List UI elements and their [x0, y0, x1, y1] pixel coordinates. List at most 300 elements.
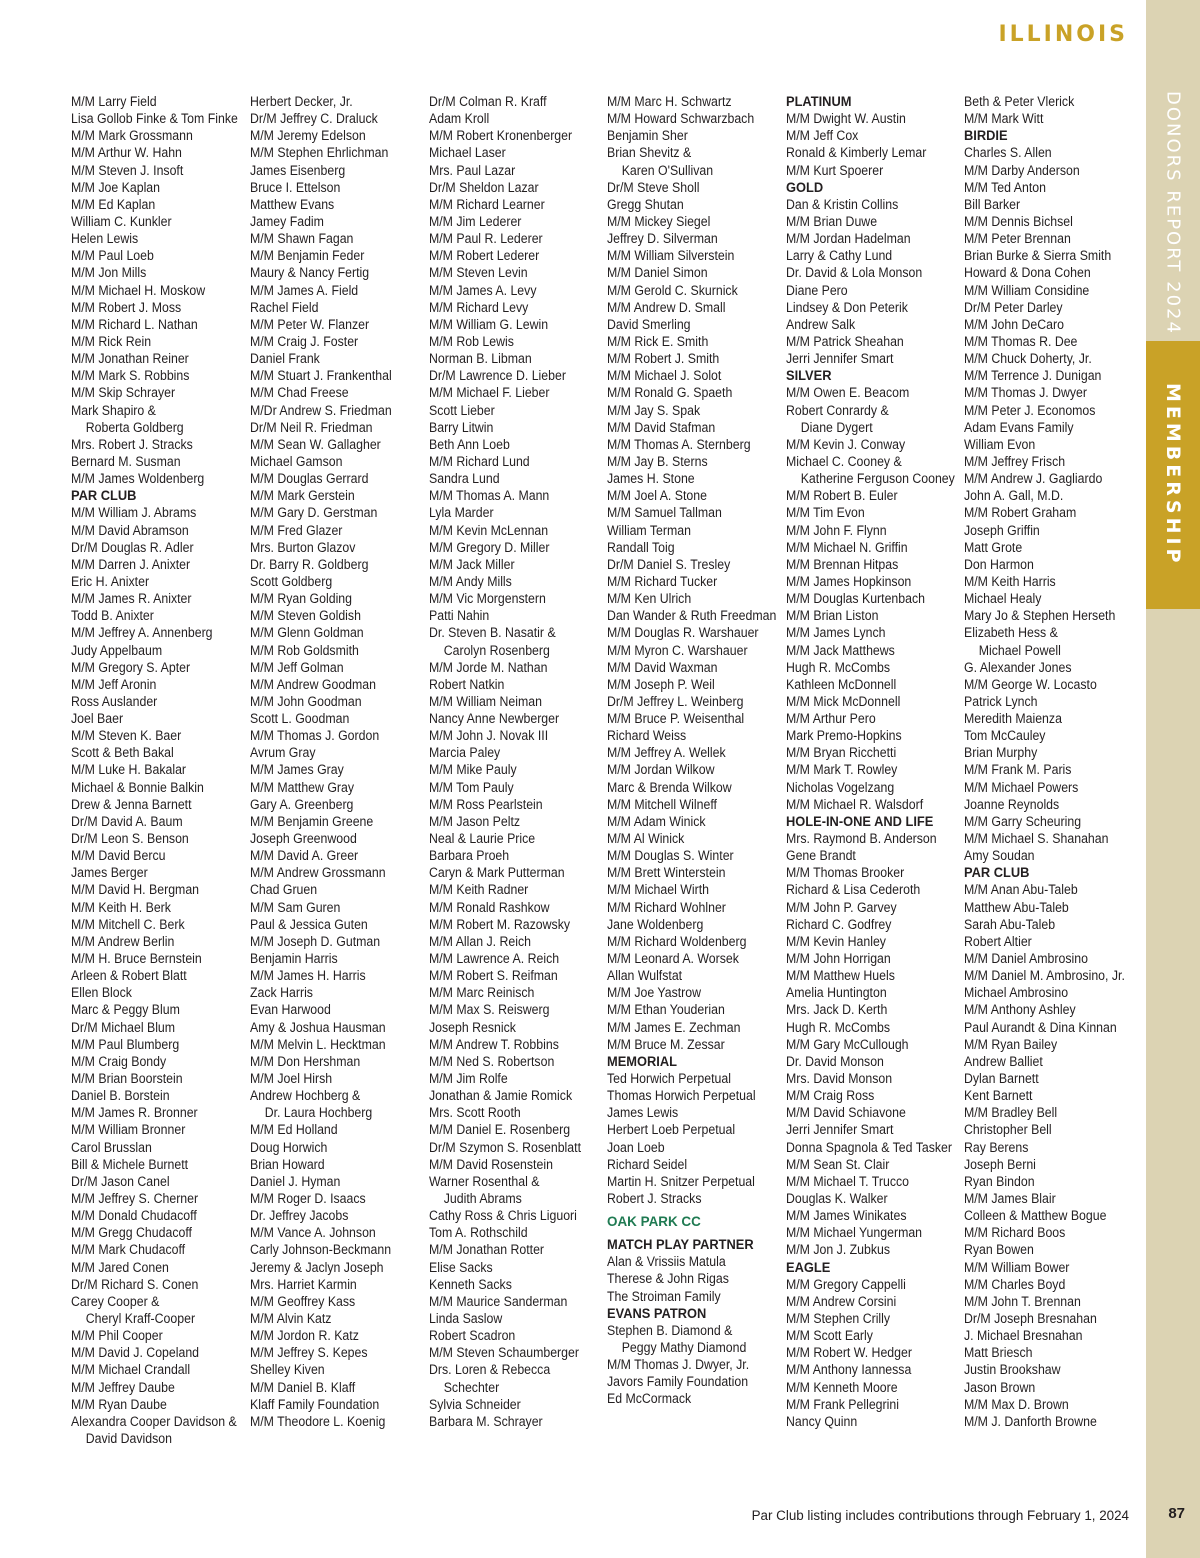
side-report-label	[1146, 90, 1200, 335]
donor-name: M/M Paul Blumberg	[71, 1036, 180, 1052]
donor-name: M/M John Horrigan	[786, 951, 891, 967]
donor-name: M/M Kevin McLennan	[429, 522, 549, 538]
donor-name: Barbara Proeh	[429, 848, 510, 864]
donor-name: Beth & Peter Vlerick	[964, 94, 1075, 109]
donor-name: M/M Tim Evon	[786, 505, 865, 521]
donor-name: Mrs. Jack D. Kerth	[786, 1002, 888, 1018]
donor-name: M/M Ethan Youderian	[607, 1002, 725, 1018]
donor-name: M/M Ken Ulrich	[607, 591, 692, 607]
donor-name: Elizabeth Hess &	[964, 625, 1058, 641]
donor-name: Joan Loeb	[607, 1139, 665, 1155]
donor-name: M/M Douglas R. Warshauer	[607, 625, 759, 641]
donor-name: M/M Daniel B. Klaff	[250, 1379, 356, 1395]
donor-name: M/M David Schiavone	[786, 1105, 906, 1121]
donor-name: M/M Mark Gerstein	[250, 488, 355, 504]
donor-name: Adam Evans Family	[964, 419, 1074, 435]
donor-name: Colleen & Matthew Bogue	[964, 1208, 1107, 1224]
donor-name: Dr. David Monson	[786, 1053, 884, 1069]
donor-name: M/M Phil Cooper	[71, 1328, 163, 1344]
donor-name: Chad Gruen	[250, 882, 318, 898]
donor-name: M/M Ryan Bailey	[964, 1036, 1058, 1052]
donor-name: Arleen & Robert Blatt	[71, 968, 187, 984]
donor-name: Javors Family Foundation	[607, 1374, 749, 1390]
donor-name: Jane Woldenberg	[607, 916, 704, 932]
donor-name: M/M James Gray	[250, 762, 344, 778]
donor-name: M/M John DeCaro	[964, 316, 1064, 332]
donor-name: M/M James Hopkinson	[786, 573, 912, 589]
donor-name: Dr/M Neil R. Friedman	[250, 419, 373, 435]
donor-name: Robert Natkin	[429, 676, 505, 692]
donor-name: M/M Mark T. Rowley	[786, 762, 898, 778]
donor-name: M/M Michael Powers	[964, 779, 1079, 795]
donor-name: Bill Barker	[964, 196, 1021, 212]
donor-name: M/M Tom Pauly	[429, 779, 514, 795]
donor-name: Hugh R. McCombs	[786, 659, 891, 675]
donor-name: M/M Ronald G. Spaeth	[607, 385, 733, 401]
donor-name: M/M Gary McCullough	[786, 1036, 909, 1052]
donor-name: Adam Kroll	[429, 111, 490, 127]
donor-name: M/M Gregory D. Miller	[429, 539, 550, 555]
donor-column-4	[607, 93, 787, 1408]
donor-name: M/M Dwight W. Austin	[786, 111, 906, 127]
donor-name: M/M Howard Schwarzbach	[607, 111, 755, 127]
donor-name: M/M Daniel Simon	[607, 265, 708, 281]
donor-name: M/M Thomas J. Dwyer, Jr.	[607, 1357, 750, 1373]
donor-name: M/M Max D. Brown	[964, 1396, 1069, 1412]
donor-name: M/M Frank Pellegrini	[786, 1396, 899, 1412]
donor-name: Ray Berens	[964, 1139, 1029, 1155]
donor-name: James Berger	[71, 865, 148, 881]
donor-name: M/M Anthony Iannessa	[786, 1362, 912, 1378]
donor-name: M/M Andrew Grossmann	[250, 865, 386, 881]
state-title: ILLINOIS	[998, 22, 1128, 47]
donor-name: M/M David Waxman	[607, 659, 718, 675]
donor-name: M/M Brett Winterstein	[607, 865, 726, 881]
donor-name: Matt Grote	[964, 539, 1023, 555]
donor-name: Kathleen McDonnell	[786, 676, 897, 692]
donor-name: Andrew Hochberg &	[250, 1088, 361, 1104]
donor-name: Dr/M Sheldon Lazar	[429, 179, 539, 195]
donor-name: M/M Bryan Ricchetti	[786, 745, 897, 761]
donor-name: M/M Vic Morgenstern	[429, 591, 546, 607]
category-heading: PAR CLUB	[964, 865, 1030, 881]
donor-name: M/M Kevin Hanley	[786, 933, 886, 949]
donor-name: M/M Michael Yungerman	[786, 1225, 923, 1241]
donor-name: M/M Arthur W. Hahn	[71, 145, 182, 161]
donor-name: M/M Mickey Siegel	[607, 213, 711, 229]
donor-name: M/M Michael Crandall	[71, 1362, 191, 1378]
donor-name: Jerri Jennifer Smart	[786, 1122, 894, 1138]
donor-name: Andrew Salk	[786, 316, 856, 332]
donor-name: Jonathan & Jamie Romick	[429, 1088, 573, 1104]
donor-name: M/M John P. Garvey	[786, 899, 897, 915]
donor-name: Paul & Jessica Guten	[250, 916, 368, 932]
donor-name: M/M Theodore L. Koenig	[250, 1413, 386, 1429]
donor-name: M/M Jorde M. Nathan	[429, 659, 548, 675]
donor-name: M/M Andrew J. Gagliardo	[964, 471, 1103, 487]
donor-name: M/M Melvin L. Hecktman	[250, 1036, 386, 1052]
donor-name: M/M Luke H. Bakalar	[71, 762, 187, 778]
donor-name: M/M Robert W. Hedger	[786, 1345, 912, 1361]
donor-name: Dr. Steven B. Nasatir &	[429, 625, 556, 641]
donor-name: Bill & Michele Burnett	[71, 1156, 189, 1172]
donor-name: William C. Kunkler	[71, 213, 172, 229]
donor-name: M/M Thomas A. Mann	[429, 488, 550, 504]
donor-name: M/M William Silverstein	[607, 248, 735, 264]
donor-name: M/M Joel Hirsh	[250, 1071, 333, 1087]
donor-name: John A. Gall, M.D.	[964, 488, 1064, 504]
donor-name: M/M Jim Rolfe	[429, 1071, 508, 1087]
donor-name: M/M James R. Anixter	[71, 591, 192, 607]
donor-name: Dr/M Colman R. Kraff	[429, 94, 547, 109]
donor-name: M/M Jon Mills	[71, 265, 147, 281]
donor-name: Charles S. Allen	[964, 145, 1052, 161]
donor-name: M/M Thomas A. Sternberg	[607, 436, 751, 452]
donor-name: Michael Laser	[429, 145, 506, 161]
donor-name: M/M Glenn Goldman	[250, 625, 364, 641]
donor-name: Alan & Vrissiis Matula	[607, 1254, 726, 1270]
donor-name: Mrs. Paul Lazar	[429, 162, 516, 178]
donor-name: M/M Gregg Chudacoff	[71, 1225, 192, 1241]
donor-name: Mrs. Burton Glazov	[250, 539, 356, 555]
donor-name: M/M Jack Miller	[429, 556, 515, 572]
donor-name: M/M James E. Zechman	[607, 1019, 741, 1035]
donor-name: M/M Gary D. Gerstman	[250, 505, 378, 521]
donor-name: Dr/M Jason Canel	[71, 1173, 170, 1189]
donor-name: M/M William J. Abrams	[71, 505, 197, 521]
donor-name: M/M Mark Witt	[964, 111, 1044, 127]
donor-name: M/M Douglas Gerrard	[250, 471, 369, 487]
donor-name: Ed McCormack	[607, 1391, 692, 1407]
donor-name: Ted Horwich Perpetual	[607, 1071, 731, 1087]
donor-name: Justin Brookshaw	[964, 1362, 1061, 1378]
donor-name: M/M Andrew Berlin	[71, 933, 175, 949]
donor-name: M/M Sean St. Clair	[786, 1156, 890, 1172]
donor-name: Martin H. Snitzer Perpetual	[607, 1173, 755, 1189]
donor-name: Maury & Nancy Fertig	[250, 265, 370, 281]
donor-name: Richard C. Godfrey	[786, 916, 892, 932]
donor-column-2	[250, 93, 430, 1430]
donor-name: M/M Ross Pearlstein	[429, 796, 543, 812]
donor-name: Richard & Lisa Cederoth	[786, 882, 921, 898]
donor-name: M/M Andrew Corsini	[786, 1293, 897, 1309]
donor-name: Drew & Jenna Barnett	[71, 796, 192, 812]
donor-name: Amy & Joshua Hausman	[250, 1019, 386, 1035]
donor-name: Michael & Bonnie Balkin	[71, 779, 204, 795]
donor-name: M/M Thomas J. Gordon	[250, 728, 380, 744]
donor-name: Diane Pero	[786, 282, 848, 298]
donor-name-continued: Roberta Goldberg	[85, 419, 184, 435]
donor-name: Marc & Brenda Wilkow	[607, 779, 732, 795]
donor-name: M/M Daniel M. Ambrosino, Jr.	[964, 968, 1125, 984]
donor-name: M/M Richard Learner	[429, 196, 545, 212]
donor-name: Helen Lewis	[71, 231, 139, 247]
donor-name: Judy Appelbaum	[71, 642, 163, 658]
donor-name: Zack Harris	[250, 985, 313, 1001]
donor-name: M/M Gerold C. Skurnick	[607, 282, 738, 298]
donor-name: M/M Jonathan Rotter	[429, 1242, 545, 1258]
donor-name: M/M Steven K. Baer	[71, 728, 182, 744]
donor-name: M/M Richard Levy	[429, 299, 529, 315]
donor-name: M/M Ryan Daube	[71, 1396, 167, 1412]
donor-name-continued: Judith Abrams	[443, 1191, 522, 1206]
donor-name: M/M Scott Early	[786, 1328, 873, 1344]
donor-name: Evan Harwood	[250, 1002, 331, 1018]
footer-note: Par Club listing includes contributions through February 1, 2024	[751, 1508, 1129, 1523]
donor-name: M/M Sam Guren	[250, 899, 341, 915]
donor-name: M/M Mick McDonnell	[786, 693, 901, 709]
donor-name: Douglas K. Walker	[786, 1191, 888, 1206]
donor-name: Cathy Ross & Chris Liguori	[429, 1208, 577, 1224]
donor-name: M/M Thomas Brooker	[786, 865, 905, 881]
donor-name: Sarah Abu-Taleb	[964, 916, 1056, 932]
donor-name: M/M Ned S. Robertson	[429, 1053, 555, 1069]
donor-name: M/M Kevin J. Conway	[786, 436, 906, 452]
donor-name: M/M Chad Freese	[250, 385, 349, 401]
donor-name: M/M Keith H. Berk	[71, 899, 171, 915]
donor-name: Randall Toig	[607, 539, 675, 555]
donor-name: Bruce I. Ettelson	[250, 179, 341, 195]
donor-name: Lyla Marder	[429, 505, 494, 521]
donor-name: M/M Max S. Reiswerg	[429, 1002, 550, 1018]
donor-name: Lindsey & Don Peterik	[786, 299, 908, 315]
donor-name: M/M David A. Greer	[250, 848, 359, 864]
donor-name: M/M Brennan Hitpas	[786, 556, 899, 572]
donor-name: Dr/M Richard S. Conen	[71, 1276, 199, 1292]
donor-name: M/M Andrew T. Robbins	[429, 1036, 559, 1052]
donor-name: M/M Andrew D. Small	[607, 299, 726, 315]
donor-name: Joanne Reynolds	[964, 796, 1060, 812]
category-heading: MEMORIAL	[607, 1053, 677, 1069]
donor-name: M/M Alvin Katz	[250, 1310, 332, 1326]
category-heading: PLATINUM	[786, 94, 852, 109]
donor-name: M/M Richard Lund	[429, 453, 530, 469]
donor-name: M/M Andy Mills	[429, 573, 512, 589]
donor-name: M/M Jeremy Edelson	[250, 128, 366, 144]
donor-name: M/M Geoffrey Kass	[250, 1293, 356, 1309]
donor-name-continued: Dr. Laura Hochberg	[264, 1105, 373, 1121]
donor-name: M/M Michael J. Solot	[607, 368, 722, 384]
donor-name: Mrs. Harriet Karmin	[250, 1276, 357, 1292]
donor-name: Michael C. Cooney &	[786, 453, 902, 469]
donor-name: Kenneth Sacks	[429, 1276, 512, 1292]
donor-name: M/M Jeffrey A. Annenberg	[71, 625, 213, 641]
donor-name: M/M Daniel E. Rosenberg	[429, 1122, 571, 1138]
donor-name: M/M Mitchell Wilneff	[607, 796, 717, 812]
donor-name: M/M William Bower	[964, 1259, 1070, 1275]
report-title: DONORS REPORT 2024	[1162, 90, 1184, 335]
donor-name: M/M Steven Levin	[429, 265, 528, 281]
donor-name: M/M Marc H. Schwartz	[607, 94, 732, 109]
donor-name: M/M John J. Novak III	[429, 728, 549, 744]
donor-name: M/M Peter J. Economos	[964, 402, 1096, 418]
donor-name: Jamey Fadim	[250, 213, 324, 229]
donor-name: David Smerling	[607, 316, 691, 332]
donor-name: M/M James Blair	[964, 1191, 1056, 1206]
donor-name: Joseph Griffin	[964, 522, 1040, 538]
donor-name: M/M James H. Harris	[250, 968, 366, 984]
donor-name: M/M Steven Goldish	[250, 608, 361, 624]
donor-name: Warner Rosenthal &	[429, 1173, 540, 1189]
donor-name: M/M John F. Flynn	[786, 522, 887, 538]
donor-name: Don Harmon	[964, 556, 1034, 572]
donor-name: Drs. Loren & Rebecca	[429, 1362, 551, 1378]
donor-name: M/M Jon J. Zubkus	[786, 1242, 891, 1258]
donor-name: M/M Andrew Goodman	[250, 676, 376, 692]
donor-name: M/M Bradley Bell	[964, 1105, 1058, 1121]
donor-name: M/M Don Hershman	[250, 1053, 361, 1069]
donor-name: Brian Shevitz &	[607, 145, 692, 161]
donor-name: M/M Anan Abu-Taleb	[964, 882, 1078, 898]
donor-name: M/M Jack Matthews	[786, 642, 895, 658]
donor-name: M/M Fred Glazer	[250, 522, 343, 538]
donor-name: Larry & Cathy Lund	[786, 248, 893, 264]
donor-name: M/M Darby Anderson	[964, 162, 1080, 178]
donor-name: M/M John T. Brennan	[964, 1293, 1081, 1309]
donor-name: M/M Peter Brennan	[964, 231, 1071, 247]
donor-name-continued: Carolyn Rosenberg	[443, 642, 550, 658]
club-heading: OAK PARK CC	[607, 1213, 701, 1230]
donor-name: Robert Conrardy &	[786, 402, 889, 418]
donor-name: Paul Aurandt & Dina Kinnan	[964, 1019, 1117, 1035]
donor-name: Herbert Loeb Perpetual	[607, 1122, 736, 1138]
donor-name: M/M Benjamin Feder	[250, 248, 365, 264]
donor-name: M/M Thomas R. Dee	[964, 333, 1078, 349]
donor-name: M/M James A. Levy	[429, 282, 537, 298]
donor-name: M/M Larry Field	[71, 94, 157, 109]
donor-name: M/M Jeffrey S. Kepes	[250, 1345, 368, 1361]
donor-name: M/M David Abramson	[71, 522, 189, 538]
donor-name: Tom McCauley	[964, 728, 1046, 744]
donor-name: M/M William Considine	[964, 282, 1090, 298]
donor-name: Gene Brandt	[786, 848, 856, 864]
donor-name: M/M Roger D. Isaacs	[250, 1191, 366, 1206]
donor-name: M/M Rick Rein	[71, 333, 152, 349]
donor-name: Benjamin Sher	[607, 128, 688, 144]
donor-name: Todd B. Anixter	[71, 608, 154, 624]
donor-name: M/M Skip Schrayer	[71, 385, 176, 401]
donor-name: M/M Craig Bondy	[71, 1053, 167, 1069]
donor-name: Dr/M Peter Darley	[964, 299, 1063, 315]
donor-name: M/M Allan J. Reich	[429, 933, 532, 949]
donor-name: Joel Baer	[71, 711, 124, 727]
donor-name: M/M Kenneth Moore	[786, 1379, 898, 1395]
donor-name: M/M H. Bruce Bernstein	[71, 951, 202, 967]
donor-name: M/M Paul Loeb	[71, 248, 154, 264]
category-heading: SILVER	[786, 368, 832, 384]
category-heading: HOLE-IN-ONE AND LIFE	[786, 813, 934, 829]
donor-name: Brian Howard	[250, 1156, 325, 1172]
donor-name: M/M Samuel Tallman	[607, 505, 722, 521]
donor-name: Dr/M Daniel S. Tresley	[607, 556, 731, 572]
donor-name: M/M Paul R. Lederer	[429, 231, 543, 247]
donor-name: Scott & Beth Bakal	[71, 745, 174, 761]
donor-name: Patrick Lynch	[964, 693, 1038, 709]
donor-name: Carey Cooper &	[71, 1293, 160, 1309]
donor-name: M/M Robert J. Smith	[607, 351, 720, 367]
donor-name: Caryn & Mark Putterman	[429, 865, 565, 881]
donor-name: M/M Jason Peltz	[429, 813, 521, 829]
donor-name: G. Alexander Jones	[964, 659, 1072, 675]
donor-name: Howard & Dona Cohen	[964, 265, 1091, 281]
donor-name: M/M Matthew Gray	[250, 779, 355, 795]
donor-name: M/M Jay B. Sterns	[607, 453, 708, 469]
donor-name: M/M Mike Pauly	[429, 762, 517, 778]
donor-name: Michael Healy	[964, 591, 1042, 607]
donor-name: M/M Rob Goldsmith	[250, 642, 359, 658]
donor-name: Nancy Quinn	[786, 1413, 858, 1429]
donor-name: M/M David J. Copeland	[71, 1345, 200, 1361]
donor-name: M/M Chuck Doherty, Jr.	[964, 351, 1092, 367]
donor-name: Dr. Barry R. Goldberg	[250, 556, 369, 572]
donor-name: Allan Wulfstat	[607, 968, 683, 984]
donor-name: Amelia Huntington	[786, 985, 887, 1001]
category-heading: EVANS PATRON	[607, 1305, 707, 1321]
donor-name: Linda Saslow	[429, 1310, 503, 1326]
donor-name: M/M Ted Anton	[964, 179, 1046, 195]
donor-name: M/M Jeff Cox	[786, 128, 859, 144]
donor-name: M/M Ronald Rashkow	[429, 899, 550, 915]
donor-name: M/M Douglas S. Winter	[607, 848, 734, 864]
donor-name: M/M Brian Boorstein	[71, 1071, 183, 1087]
donor-name: Mark Shapiro &	[71, 402, 156, 418]
donor-name: M/M Gregory Cappelli	[786, 1276, 906, 1292]
donor-name: M/M James Woldenberg	[71, 471, 205, 487]
donor-name: M/M Jay S. Spak	[607, 402, 701, 418]
donor-name: Dr/M Douglas R. Adler	[71, 539, 194, 555]
donor-name: M/M Terrence J. Dunigan	[964, 368, 1102, 384]
donor-name: M/M Arthur Pero	[786, 711, 876, 727]
category-heading: PAR CLUB	[71, 488, 137, 504]
donor-name: Jeremy & Jaclyn Joseph	[250, 1259, 384, 1275]
donor-name: Jeffrey D. Silverman	[607, 231, 718, 247]
section-tab-label: MEMBERSHIP	[1162, 383, 1184, 567]
donor-name: M/M Jeffrey Frisch	[964, 453, 1066, 469]
donor-name: M/M Dennis Bichsel	[964, 213, 1073, 229]
donor-name: M/M Michael R. Walsdorf	[786, 796, 924, 812]
donor-name: Richard Seidel	[607, 1156, 688, 1172]
donor-name-continued: Peggy Mathy Diamond	[621, 1339, 747, 1355]
donor-name: M/M Myron C. Warshauer	[607, 642, 748, 658]
donor-column-1	[71, 93, 251, 1447]
donor-name: M/M Ryan Golding	[250, 591, 353, 607]
donor-name: Daniel J. Hyman	[250, 1173, 341, 1189]
donor-name: M/M Vance A. Johnson	[250, 1225, 376, 1241]
donor-name: Beth Ann Loeb	[429, 436, 510, 452]
donor-name-continued: Cheryl Kraff-Cooper	[85, 1310, 196, 1326]
donor-name: Dylan Barnett	[964, 1071, 1039, 1087]
donor-name: Mrs. David Monson	[786, 1071, 893, 1087]
donor-name: Nancy Anne Newberger	[429, 711, 560, 727]
donor-name: Patti Nahin	[429, 608, 490, 624]
donor-name: Dr/M David A. Baum	[71, 813, 183, 829]
donor-name: Matthew Evans	[250, 196, 335, 212]
donor-name: M/M James R. Bronner	[71, 1105, 198, 1121]
donor-name: M/M Jonathan Reiner	[71, 351, 189, 367]
donor-name: M/M Frank M. Paris	[964, 762, 1072, 778]
donor-name: Jerri Jennifer Smart	[786, 351, 894, 367]
donor-name: Joseph Resnick	[429, 1019, 516, 1035]
donor-name: Matt Briesch	[964, 1345, 1033, 1361]
donor-name: Dr. Jeffrey Jacobs	[250, 1208, 349, 1224]
donor-name: Dr/M Jeffrey C. Draluck	[250, 111, 378, 127]
donor-name: M/M Robert Kronenberger	[429, 128, 573, 144]
donor-name: M/M Maurice Sanderman	[429, 1293, 568, 1309]
donor-name: Dr/M Jeffrey L. Weinberg	[607, 693, 744, 709]
category-heading: EAGLE	[786, 1259, 831, 1275]
donor-name: M/M Garry Scheuring	[964, 813, 1082, 829]
donor-name: Ryan Bowen	[964, 1242, 1034, 1258]
